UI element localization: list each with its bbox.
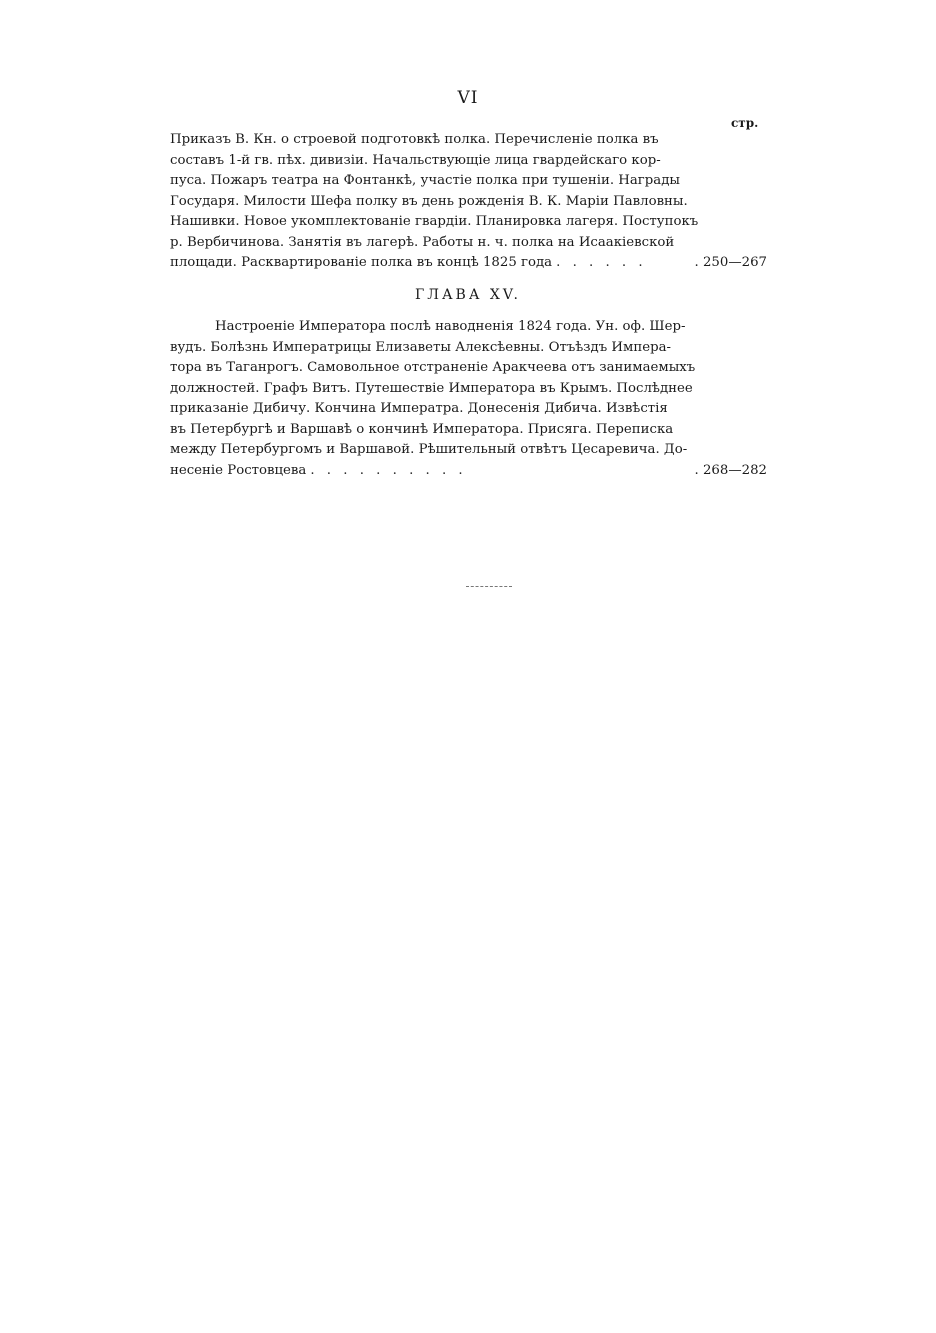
toc-entry-chapter-15 xyxy=(170,317,767,481)
toc-entry-line: тора въ Таганрогъ. Самовольное отстраненіе Аракчеева отъ занимаемыхъ xyxy=(170,360,696,375)
toc-entry-chapter-14 xyxy=(170,130,767,274)
toc-entry-line: составъ 1-й гв. пѣх. дивизіи. Начальствующіе лица гвардейскаго кор- xyxy=(170,152,661,168)
toc-entry-line: Настроеніе Императора послѣ наводненія 1824 года. Ун. оф. Шер- xyxy=(215,319,686,334)
toc-entry-last-line xyxy=(170,253,767,274)
dot-leader: . . . . . . . . . . xyxy=(310,462,467,478)
page-column-label: стр. xyxy=(731,116,759,130)
toc-entry-line: приказаніе Дибичу. Кончина Императра. Донесенія Дибича. Извѣстія xyxy=(170,401,668,416)
toc-entry-line: р. Вербичинова. Занятія въ лагерѣ. Работы н. ч. полка на Исаакіевской xyxy=(170,234,675,250)
toc-entry-line: должностей. Графъ Витъ. Путешествіе Императора въ Крымъ. Послѣднее xyxy=(170,380,693,396)
chapter-heading: ГЛАВА XV. xyxy=(415,287,521,303)
toc-entry-line: въ Петербургѣ и Варшавѣ о кончинѣ Императора. Присяга. Переписка xyxy=(170,421,674,437)
toc-entry-line: пуса. Пожаръ театра на Фонтанкѣ, участіе полка при тушеніи. Награды xyxy=(170,173,680,188)
page-range: . 268—282 xyxy=(694,462,767,478)
page-number: VI xyxy=(457,88,479,108)
toc-entry-line: между Петербургомъ и Варшавой. Рѣшительный отвѣтъ Цесаревича. До- xyxy=(170,442,688,457)
toc-entry-line: Государя. Милости Шефа полку въ день рожденія В. К. Маріи Павловны. xyxy=(170,193,688,209)
toc-entry-line-text: площади. Расквартированіе полка въ концѣ 1825 года xyxy=(170,255,553,270)
toc-entry-last-line xyxy=(170,461,767,482)
dot-leader: . . . . . . xyxy=(556,255,647,270)
toc-entry-line: Нашивки. Новое укомплектованіе гвардіи. Планировка лагеря. Поступокъ xyxy=(170,214,699,229)
toc-entry-line-text: несеніе Ростовцева xyxy=(170,462,307,478)
end-ornament-rule xyxy=(466,586,512,589)
toc-entry-line: вудъ. Болѣзнь Императрицы Елизаветы Алексѣевны. Отъѣздъ Импера- xyxy=(170,339,672,355)
page-range: . 250—267 xyxy=(694,255,767,270)
toc-entry-line: Приказъ В. Кн. о строевой подготовкѣ полка. Перечисленіе полка въ xyxy=(170,132,659,147)
